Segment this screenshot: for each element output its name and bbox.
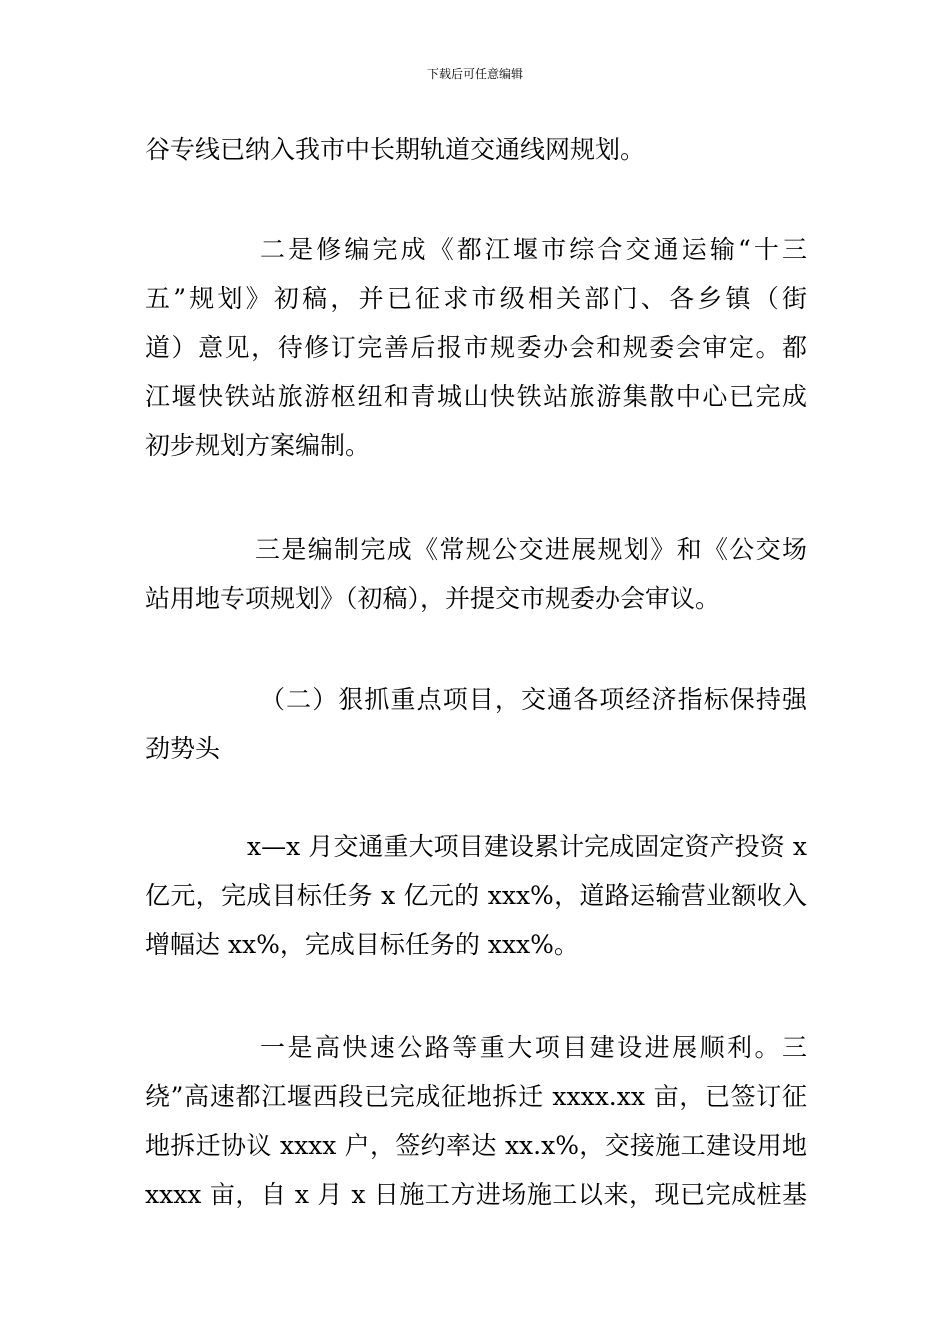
text-line: 站用地专项规划》（初稿），并提交市规委办会审议。 xyxy=(145,584,721,613)
text-line: 二是修编完成《都江堰市综合交通运输“十三 xyxy=(260,235,807,264)
section-heading xyxy=(145,675,807,773)
text-line: 初步规划方案编制。 xyxy=(145,431,371,460)
text-line: 谷专线已纳入我市中长期轨道交通线网规划。 xyxy=(145,135,646,164)
text-line: （二）狠抓重点项目，交通各项经济指标保持强 xyxy=(260,685,807,714)
text-line: 地拆迁协议 xxxx 户，签约率达 xx.x%，交接施工建设用地 xyxy=(145,1131,807,1160)
text-line: 三是编制完成《常规公交进展规划》和《公交场 xyxy=(255,535,807,564)
text-line: 增幅达 xx%，完成目标任务的 xxx%。 xyxy=(145,930,579,959)
paragraph-4 xyxy=(145,822,807,969)
paragraph-5 xyxy=(145,1023,807,1219)
text-line: 江堰快铁站旅游枢纽和青城山快铁站旅游集散中心已完成 xyxy=(145,382,807,411)
page-header: 下载后可任意编辑 xyxy=(426,67,523,81)
text-line: x—x 月交通重大项目建设累计完成固定资产投资 x xyxy=(247,832,807,861)
paragraph-1 xyxy=(145,125,807,174)
paragraph-3 xyxy=(145,525,807,623)
text-line: 五”规划》初稿，并已征求市级相关部门、各乡镇（街 xyxy=(145,284,807,313)
text-line: 劲势头 xyxy=(145,734,221,763)
text-line: 绕”高速都江堰西段已完成征地拆迁 xxxx.xx 亩，已签订征 xyxy=(145,1082,807,1111)
text-line: 一是高快速公路等重大项目建设进展顺利。三 xyxy=(260,1033,807,1062)
paragraph-2 xyxy=(145,225,807,470)
text-line: xxxx 亩，自 x 月 x 日施工方进场施工以来，现已完成桩基 xyxy=(145,1180,807,1209)
text-line: 道）意见，待修订完善后报市规委办会和规委会审定。都 xyxy=(145,333,807,362)
text-line: 亿元，完成目标任务 x 亿元的 xxx%，道路运输营业额收入 xyxy=(145,881,807,910)
